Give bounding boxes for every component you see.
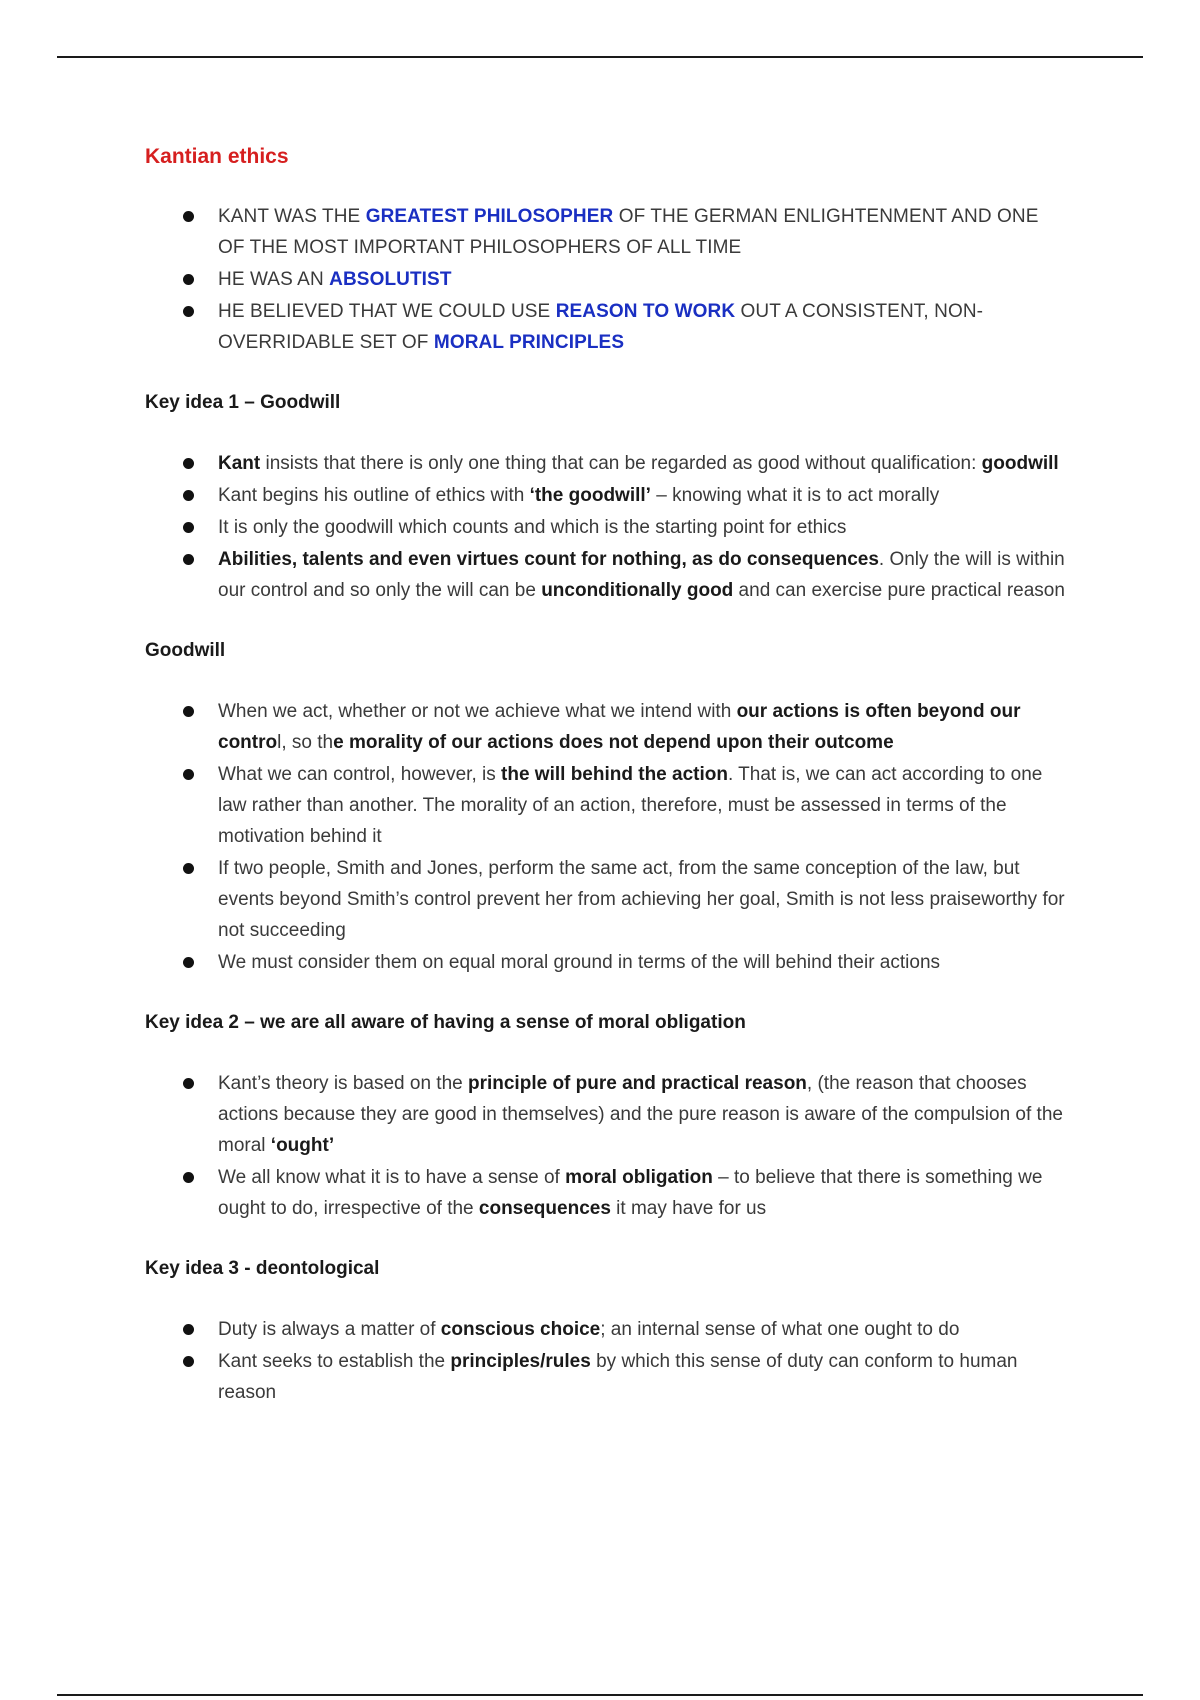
text-run: insists that there is only one thing that can be regarded as good without qualification: [260,453,982,474]
bullet-icon [183,211,194,222]
bullet-icon [183,1172,194,1183]
section-heading: Key idea 1 – Goodwill [145,392,341,413]
text-run: by which this sense of duty can conform to human reason [218,1351,1018,1403]
text-run: , (the reason that chooses actions because they are good in themselves) and the pure reason is aware of the compulsion of the moral [218,1073,1063,1156]
bold-text: Kant [218,453,261,474]
bullet-icon [183,957,194,968]
highlight-text: MORAL PRINCIPLES [433,332,625,353]
document-body [145,143,1065,1440]
bullet-icon [183,863,194,874]
text-run: KANT WAS THE [218,206,366,227]
highlight-text: GREATEST PHILOSOPHER [365,206,614,227]
text-run: We all know what it is to have a sense of [218,1167,566,1188]
bullet-icon [183,769,194,780]
bold-text: e morality of our actions does not depend upon their outcome [333,732,894,753]
bold-text: consequences [478,1198,611,1219]
bullet-icon [183,554,194,565]
bold-text: our actions is often beyond our contro [218,701,1021,753]
bullet-icon [183,1356,194,1367]
text-run: It is only the goodwill which counts and which is the starting point for ethics [218,517,847,538]
list-item [145,448,1065,479]
list-item [145,947,1065,978]
text-run: OF THE GERMAN ENLIGHTENMENT AND ONE OF THE MOST IMPORTANT PHILOSOPHERS OF ALL TIME [218,206,1039,258]
list-item [145,1068,1065,1161]
text-run: and can exercise pure practical reason [733,580,1065,601]
list-item [145,1314,1065,1345]
bullet-icon [183,706,194,717]
text-run: Kant seeks to establish the [218,1351,451,1372]
text-run: ; an internal sense of what one ought to do [600,1319,960,1340]
bold-text: ‘ought’ [270,1135,335,1156]
section-list [145,1068,1065,1224]
bold-text: unconditionally good [541,580,734,601]
list-item [145,1346,1065,1408]
bottom-rule [57,1694,1143,1696]
section-heading: Key idea 3 - deontological [145,1258,380,1279]
bullet-icon [183,1324,194,1335]
document-title: Kantian ethics [145,145,289,168]
bullet-icon [183,490,194,501]
section-list [145,448,1065,606]
intro-item [145,264,1065,295]
bold-text: ‘the goodwill’ [529,485,651,506]
text-run: . That is, we can act according to one law rather than another. The morality of an action, therefore, must be assessed in terms of the motivation behind it [218,764,1043,847]
bold-text: principle of pure and practical reason [467,1073,807,1094]
text-run: – to believe that there is something we ought to do, irrespective of the [218,1167,1043,1219]
text-run: HE BELIEVED THAT WE COULD USE [218,301,556,322]
bullet-icon [183,274,194,285]
list-item [145,480,1065,511]
text-run: When we act, whether or not we achieve what we intend with [218,701,737,722]
text-run: it may have for us [610,1198,767,1219]
text-run: Kant begins his outline of ethics with [218,485,530,506]
highlight-text: ABSOLUTIST [329,269,452,290]
highlight-text: REASON TO WORK [555,301,736,322]
list-item [145,544,1065,606]
section-list [145,696,1065,978]
list-item [145,696,1065,758]
bullet-icon [183,522,194,533]
section-heading: Goodwill [145,640,226,661]
text-run: If two people, Smith and Jones, perform the same act, from the same conception of the law, but events beyond Smith’s control prevent her from achieving her goal, Smith is not less praiseworthy for not succeeding [218,858,1065,941]
text-run: We must consider them on equal moral ground in terms of the will behind their actions [218,952,941,973]
text-run: What we can control, however, is [218,764,502,785]
text-run: Kant’s theory is based on the [218,1073,468,1094]
section-heading: Key idea 2 – we are all aware of having a sense of moral obligation [145,1012,746,1033]
bullet-icon [183,458,194,469]
text-run: l, so th [277,732,334,753]
intro-item [145,296,1065,358]
text-run: . Only the will is within our control and so only the will can be [218,549,1065,601]
section-list [145,1314,1065,1408]
text-run: – knowing what it is to act morally [650,485,940,506]
list-item [145,1162,1065,1224]
intro-list [145,201,1065,358]
intro-item [145,201,1065,263]
bullet-icon [183,306,194,317]
bold-text: moral obligation [565,1167,713,1188]
text-run: HE WAS AN [218,269,330,290]
bold-text: conscious choice [440,1319,601,1340]
list-item [145,759,1065,852]
list-item [145,512,1065,543]
top-rule [57,56,1143,58]
list-item [145,853,1065,946]
bold-text: the will behind the action [501,764,728,785]
bold-text: principles/rules [450,1351,591,1372]
bullet-icon [183,1078,194,1089]
bold-text: goodwill [981,453,1059,474]
text-run: OUT A CONSISTENT, NON-OVERRIDABLE SET OF [218,301,984,353]
text-run: Duty is always a matter of [218,1319,441,1340]
bold-text: Abilities, talents and even virtues count for nothing, as do consequences [218,549,879,570]
